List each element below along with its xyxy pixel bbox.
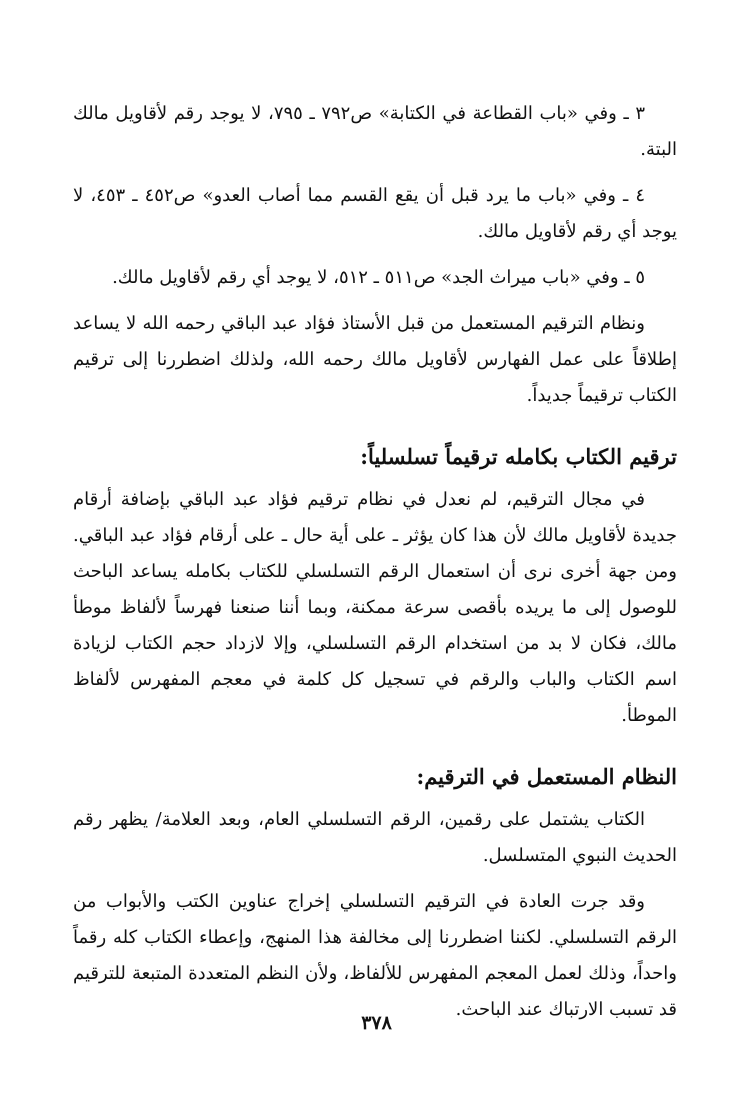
section-serial-paragraph: في مجال الترقيم، لم نعدل في نظام ترقيم فؤاد عبد الباقي بإضافة أرقام جديدة لأقاويل مالك لأن هذا كان يؤثر ـ على أية حال ـ على أرقام فؤاد عبد الباقي. ومن جهة أخرى نرى أن استعمال الرقم التسلسلي للكتاب بكامله يساعد الباحث للوصول إلى ما يريده بأقصى سرعة ممكنة، وبما أننا صنعنا فهرساً لألفاظ موطأ مالك، فكان لا بد من استخدام الرقم التسلسلي، وإلا لازداد حجم الكتاب لزيادة اسم الكتاب والباب والرقم في تسجيل كل كلمة في معجم المفهرس لألفاظ الموطأ. [73, 489, 677, 726]
section-system-paragraph-2: وقد جرت العادة في الترقيم التسلسلي إخراج عناوين الكتب والأبواب من الرقم التسلسلي. لكننا اضطررنا إلى مخالفة هذا المنهج، وإعطاء الكتاب كله رقماً واحداً، وذلك لعمل المعجم المفهرس للألفاظ، ولأن النظم المتعددة المتبعة للترقيم قد تسبب الارتباك عند الباحث. [73, 891, 677, 1020]
page-number: ٣٧٨ [361, 1012, 392, 1034]
section-heading-serial: ترقيم الكتاب بكامله ترقيماً تسلسلياً: [360, 444, 677, 469]
page-body [73, 96, 677, 1028]
section-system-paragraph-1: الكتاب يشتمل على رقمين، الرقم التسلسلي العام، وبعد العلامة/ يظهر رقم الحديث النبوي المتسلسل. [73, 809, 677, 866]
section-numbering-system [73, 758, 677, 1028]
section-serial-numbering [73, 438, 677, 734]
list-item-5: ٥ ـ وفي «باب ميراث الجد» ص٥١١ ـ ٥١٢، لا يوجد أي رقم لأقاويل مالك. [112, 267, 645, 288]
list-item-4: ٤ ـ وفي «باب ما يرد قبل أن يقع القسم مما أصاب العدو» ص٤٥٢ ـ ٤٥٣، لا يوجد أي رقم لأقاويل مالك. [73, 185, 677, 242]
intro-paragraph: ونظام الترقيم المستعمل من قبل الأستاذ فؤاد عبد الباقي رحمه الله لا يساعد إطلاقاً على عمل الفهارس لأقاويل مالك رحمه الله، ولذلك اضطررنا إلى ترقيم الكتاب ترقيماً جديداً. [73, 313, 677, 406]
section-heading-system: النظام المستعمل في الترقيم: [416, 764, 677, 789]
list-item-3: ٣ ـ وفي «باب القطاعة في الكتابة» ص٧٩٢ ـ ٧٩٥، لا يوجد رقم لأقاويل مالك البتة. [73, 103, 677, 160]
